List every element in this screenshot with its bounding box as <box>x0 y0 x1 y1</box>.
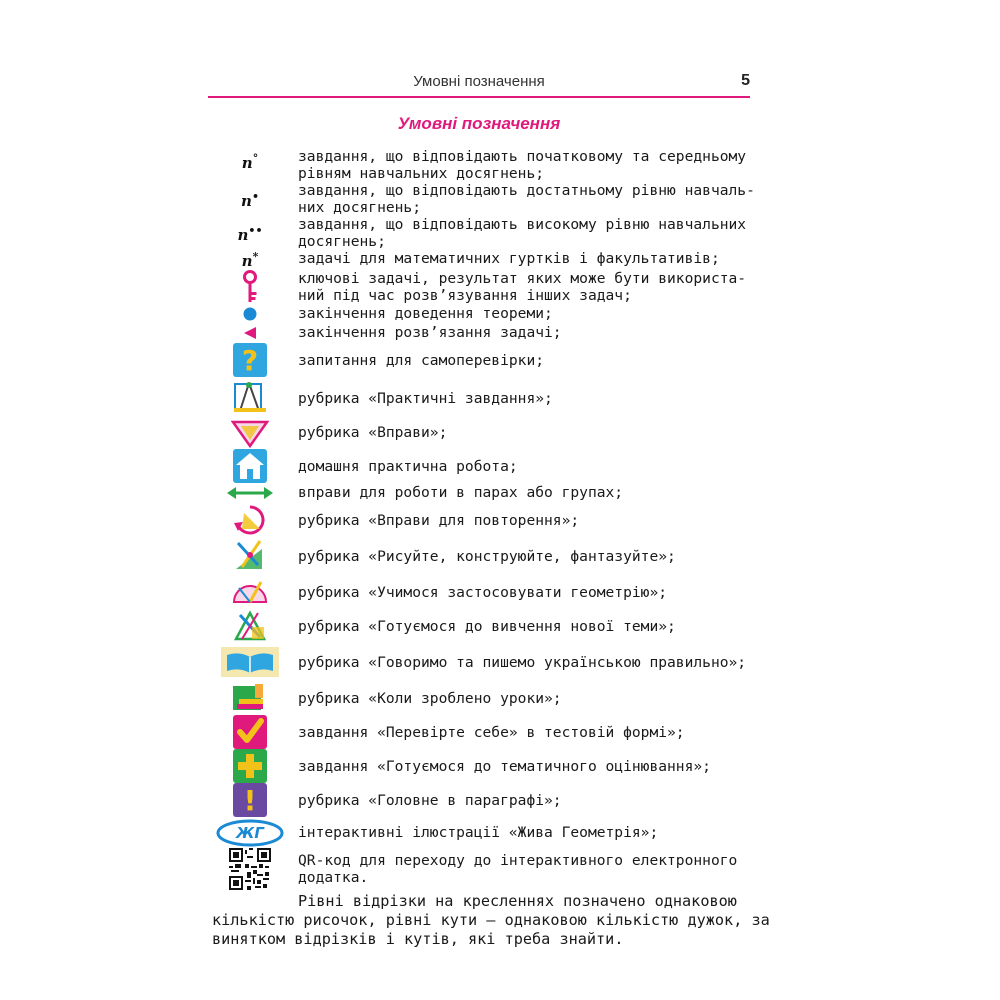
geometry-set-icon <box>212 608 288 644</box>
zhg-logo-icon <box>212 818 288 848</box>
question-mark-icon: ? <box>212 342 288 378</box>
n-asterisk-superscript-icon: n* <box>241 250 259 270</box>
legend-text: рубрика «Вправи»; <box>298 424 448 441</box>
qr-code-icon <box>212 846 288 892</box>
page-header <box>208 70 750 98</box>
page-number: 5 <box>741 72 750 89</box>
drawing-tools-icon <box>212 538 288 574</box>
plus-icon <box>212 748 288 784</box>
protractor-icon <box>212 574 288 608</box>
legend-text: інтерактивні ілюстрації «Жива Геометрія»; <box>298 824 659 841</box>
pink-triangle-icon <box>212 324 288 341</box>
house-icon <box>212 448 288 484</box>
legend-text: завдання, що відповідають початковому та середньому рівням навчальних досягнень; <box>298 148 747 182</box>
legend-text: домашня практична робота; <box>298 458 518 475</box>
header-title: Умовні позначення <box>413 73 545 90</box>
triangle-ruler-icon <box>212 416 288 450</box>
legend-text: рубрика «Готуємося до вивчення нової теми»; <box>298 618 676 635</box>
footer-paragraph: Рівні відрізки на кресленнях позначено однаковою кількістю рисочок, рівні кути — однаковою кількістю дужок, за винятком відрізків і кутів, які треба знайти. <box>212 892 770 948</box>
legend-text: закінчення доведення теореми; <box>298 305 553 322</box>
blue-dot-icon <box>212 305 288 322</box>
legend-text: задачі для математичних гуртків і факультативів; <box>298 250 720 267</box>
legend-text: рубрика «Говоримо та пишемо українською правильно»; <box>298 654 747 671</box>
legend-text: завдання, що відповідають високому рівню навчальних досягнень; <box>298 216 747 250</box>
checkmark-icon <box>212 714 288 750</box>
key-icon <box>212 270 288 304</box>
legend-text: завдання «Перевірте себе» в тестовій формі»; <box>298 724 685 741</box>
legend-text: рубрика «Головне в параграфі»; <box>298 792 562 809</box>
books-icon <box>212 680 288 716</box>
legend-text: запитання для самоперевірки; <box>298 352 545 369</box>
zhg-logo-label: ЖГ <box>236 824 264 842</box>
n-dot-superscript-icon: n• <box>241 190 259 210</box>
legend-text: рубрика «Рисуйте, конструюйте, фантазуйте»; <box>298 548 676 565</box>
legend-text: завдання «Готуємося до тематичного оцінювання»; <box>298 758 711 775</box>
legend-text: вправи для роботи в парах або групах; <box>298 484 624 501</box>
legend-text: рубрика «Коли зроблено уроки»; <box>298 690 562 707</box>
section-title: Умовні позначення <box>397 114 561 133</box>
legend-text: ключові задачі, результат яких може бути використа-ний під час розв’язування інших задач; <box>298 270 747 304</box>
legend-text: закінчення розв’язання задачі; <box>298 324 562 341</box>
legend-text: рубрика «Учимося застосовувати геометрію»; <box>298 584 668 601</box>
n-circle-superscript-icon: n° <box>241 152 259 172</box>
open-book-icon <box>212 644 288 680</box>
compass-ruler-icon <box>212 380 288 416</box>
exclamation-icon: ! <box>212 782 288 818</box>
legend-text: рубрика «Вправи для повторення»; <box>298 512 580 529</box>
legend-text: QR-код для переходу до інтерактивного електронного додатка. <box>298 852 738 886</box>
repeat-arrow-icon <box>212 502 288 538</box>
legend-text: рубрика «Практичні завдання»; <box>298 390 553 407</box>
legend-text: завдання, що відповідають достатньому рівню навчаль-них досягнень; <box>298 182 755 216</box>
n-two-dots-superscript-icon: n•• <box>237 224 263 244</box>
double-arrow-icon <box>212 484 288 501</box>
